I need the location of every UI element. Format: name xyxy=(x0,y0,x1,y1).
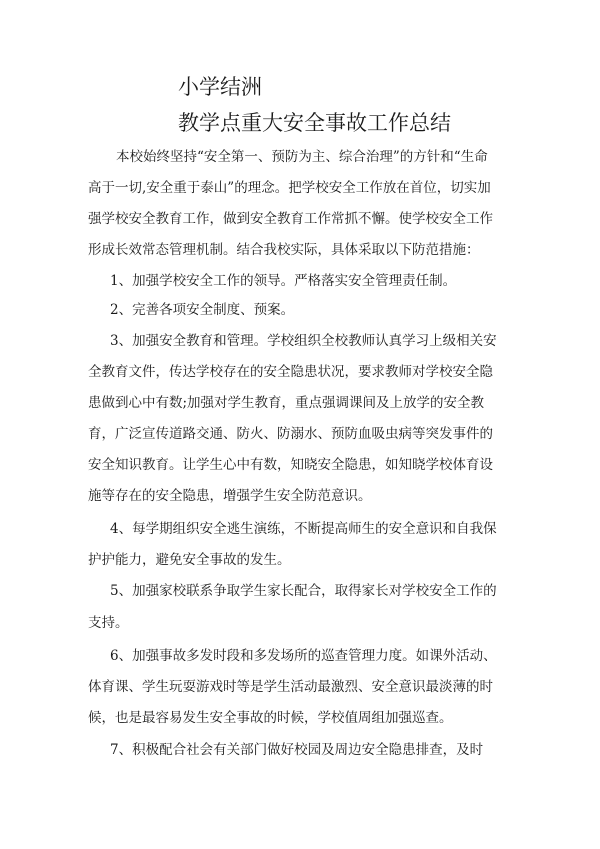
list-item-5: 5、加强家校联系争取学生家长配合，取得家长对学校安全工作的 xyxy=(110,583,497,599)
paragraph-line: 高于一切,安全重于泰山”的理念。把学校安全工作放在首位，切实加 xyxy=(88,180,491,196)
list-item-6: 6、加强事故多发时段和多发场所的巡查管理力度。如课外活动、 xyxy=(110,648,497,664)
paragraph-line: 强学校安全教育工作，做到安全教育工作常抓不懈。使学校安全工作 xyxy=(88,211,493,227)
list-item-3: 3、加强安全教育和管理。学校组织全校教师认真学习上级相关安 xyxy=(110,333,497,349)
paragraph-line: 施等存在的安全隐患，增强学生安全防范意识。 xyxy=(88,488,372,504)
list-item-7: 7、积极配合社会有关部门做好校园及周边安全隐患排查，及时 xyxy=(110,742,484,758)
paragraph-line: 支持。 xyxy=(88,615,129,631)
list-item-1: 1、加强学校安全工作的领导。严格落实安全管理责任制。 xyxy=(110,273,457,289)
paragraph-line: 患做到心中有数;加强对学生教育，重点强调课间及上放学的安全教 xyxy=(88,395,485,411)
paragraph-line: 候，也是最容易发生安全事故的时候，学校值周组加强巡查。 xyxy=(88,710,453,726)
paragraph-line: 本校始终坚持“安全第一、预防为主、综合治理”的方针和“生命 xyxy=(116,149,488,165)
paragraph-line: 形成长效常态管理机制。结合我校实际，具体采取以下防范措施： xyxy=(88,242,480,258)
list-item-2: 2、完善各项安全制度、预案。 xyxy=(110,302,295,318)
list-item-4: 4、每学期组织安全逃生演练，不断提高师生的安全意识和自我保 xyxy=(110,521,497,537)
paragraph-line: 育，广泛宣传道路交通、防火、防溺水、预防血吸虫病等突发事件的 xyxy=(88,426,493,442)
document-title-school: 小学结洲 xyxy=(178,75,262,99)
paragraph-line: 安全知识教育。让学生心中有数，知晓安全隐患，如知晓学校体育设 xyxy=(88,457,493,473)
paragraph-line: 护护能力，避免安全事故的发生。 xyxy=(88,552,291,568)
paragraph-line: 体育课、学生玩耍游戏时等是学生活动最激烈、安全意识最淡薄的时 xyxy=(88,679,493,695)
paragraph-line: 全教育文件，传达学校存在的安全隐患状况，要求教师对学校安全隐 xyxy=(88,364,493,380)
document-title: 教学点重大安全事故工作总结 xyxy=(178,111,451,135)
